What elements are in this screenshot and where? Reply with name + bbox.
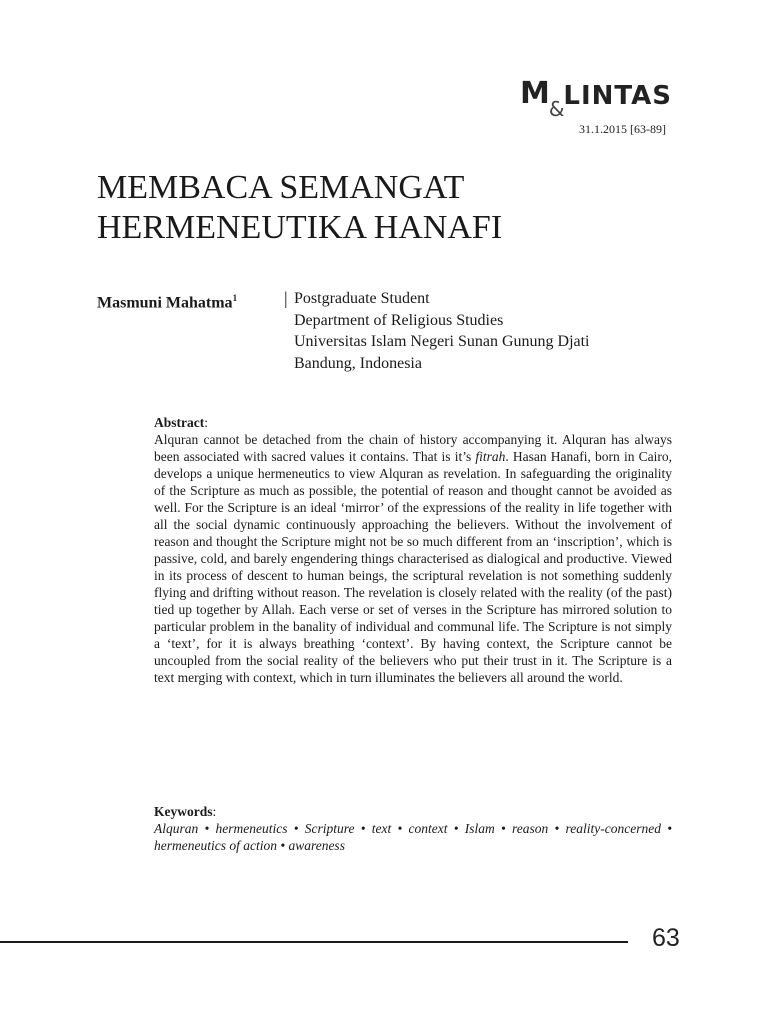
- article-title: [97, 168, 657, 248]
- abstract-text-start: Alquran cannot be detached from the chain of history accompanying it. Alquran has always been associated with sacred values it contains. That is it’s: [154, 432, 672, 464]
- keywords-heading: Keywords: [154, 804, 213, 819]
- affiliation-line: Universitas Islam Negeri Sunan Gunung Djati: [294, 333, 590, 350]
- affiliation-line: Postgraduate Student: [294, 290, 430, 307]
- abstract-text: [154, 431, 672, 686]
- keywords-list: Alquran • hermeneutics • Scripture • text • context • Islam • reason • reality-concerned • hermeneutics of action • awareness: [154, 821, 672, 853]
- page-number: 63: [652, 924, 680, 952]
- title-line: HERMENEUTIKA HANAFI: [97, 209, 503, 246]
- keywords-colon: :: [212, 804, 217, 819]
- affiliation-line: Bandung, Indonesia: [294, 354, 422, 372]
- abstract-heading: Abstract: [154, 415, 205, 430]
- footer-rule: [0, 941, 628, 943]
- abstract-colon: :: [204, 415, 209, 430]
- journal-logo: [519, 76, 672, 121]
- logo-ampersand: &: [548, 97, 566, 121]
- author-name-text: Masmuni Mahatma: [97, 294, 233, 312]
- author-footnote-mark: 1: [232, 293, 238, 303]
- author-name: [97, 288, 237, 314]
- author-affiliation: [294, 288, 590, 374]
- title-line: MEMBACA SEMANGAT: [97, 169, 465, 206]
- affiliation-line: Department of Religious Studies: [294, 311, 504, 329]
- abstract-italic-term: fitrah: [475, 449, 506, 464]
- issue-info: 31.1.2015 [63-89]: [579, 122, 666, 136]
- abstract-text-rest: . Hasan Hanafi, born in Cairo, develops a unique hermeneutics to view Alquran as revelation. In safeguarding the originality of the Scripture as much as possible, the potential of reason and thought cannot be avoided as well. For the Scripture is an ideal ‘mirror’ of the expressions of the reality in life together with all the social dynamic continuously approaching the believers. Without the involvement of reason and thought the Scripture might not be so much different from an ‘inscription’, which is passive, cold, and barely engendering things characterised as dialogical and productive. Viewed in its process of descent to human beings, the scriptural revelation is not something suddenly flying and drifting without reason. The revelation is closely related with the reality (of the past) tied up together by Allah. Each verse or set of verses in the Scripture has mirrored solution to particular problem in the banality of individual and communal life. The Scripture is not simply a ‘text’, for it is always breathing ‘context’. By having context, the Scripture cannot be uncoupled from the social reality of the believers who put their trust in it. The Scripture is a text merging with context, which in turn illuminates the believers all around the world.: [154, 449, 672, 685]
- logo-letter-m: M: [519, 76, 551, 111]
- logo-rest: LINTAS: [563, 81, 672, 111]
- keywords-section: [154, 803, 672, 854]
- author-separator: |: [284, 288, 288, 308]
- abstract-section: [154, 414, 672, 686]
